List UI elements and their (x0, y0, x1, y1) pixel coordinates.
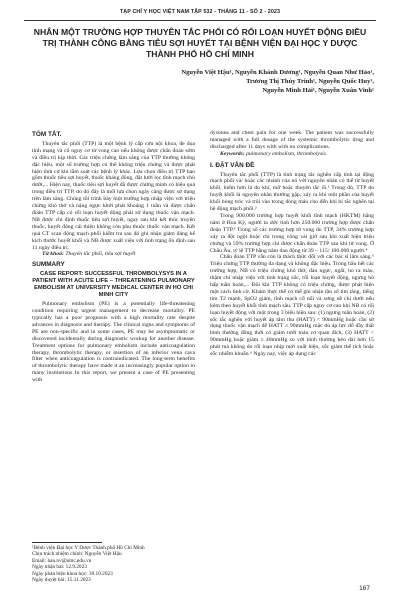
author-line: Nguyễn Việt Hậu¹, Nguyễn Khánh Dương¹, Nguyễn Quan Như Hảo¹, (181, 69, 374, 76)
intro-paragraph: Trong 900.000 trường hợp huyết khối tĩnh mạch (HKTM) hằng năm ở Hoa Kỳ, người ta ước tính hơn 250.000 trường hợp được chẩn đoán TTP.³ Trong số các trường hợp tử vong do TTP, 34% trường hợp xảy ra đột ngột hoặc chỉ trong vòng vài giờ sau khi xuất hiện triệu chứng và 59% trường hợp chỉ được chẩn đoán TTP sau khi tử vong. Ở Châu Âu, tỷ lệ TTP hằng năm dao động từ 39 – 115/ 100.000 người.⁴ (210, 212, 374, 254)
summary-continued: dysonea and chest pain for one week. The patient was successfully managed with a full dosage of the systemic thrombolytic drug and discharged after 11 days with with no complications. (210, 130, 374, 150)
intro-paragraph: Thuyên tắc phổi (TTP) là tình trạng tắc nghẽn cấp tính tại động mạch phổi và/ hoặc các nhánh của nó với nguyên nhân có thể từ huyết khối, hiếm hơn là do khí, mỡ hoặc thuyên tắc ối.¹ Trong đó, TTP do huyết khối là nguyên nhân thường gặp, xảy ra khi một phần của huyết khối bong tróc và trôi vào trong dòng máu cho đến khi bị tắc nghẽn tại hệ động mạch phổi.² (210, 171, 374, 213)
footnote-rule (32, 542, 102, 543)
vn-keywords-text: Thuyên tắc phổi, tiêu sợi huyết (65, 251, 136, 258)
right-column (210, 130, 374, 570)
affiliation: ¹Bệnh viện Đại học Y Dược Thành phố Hồ Chí Minh (32, 545, 145, 551)
vn-keywords (32, 251, 195, 258)
abstract-text: Thuyên tắc phổi (TTP) là một bệnh lý cấp cứu nội khoa, đe dọa tính mạng và có nguy cơ tử vong cao nếu không được chẩn đoán sớm và điều trị kịp thời. Các triệu chứng lâm sàng của TTP thường không đặc hiệu, một số trường hợp có thể không triệu chứng và được phát hiện tình cờ khi tầm soát các bệnh lý khác. Lựa chọn điều trị TTP bao gồm thuốc tiêu sợi huyết, thuốc kháng đông, đặt lưới lọc tĩnh mạch chủ dưới,... Hiện nay, thuốc tiêu sợi huyết đã được chứng minh có hiệu quả trong điều trị TTP, do đó đây là mối lựa chọn ngày càng được sử dụng trên lâm sàng. Chúng tôi trình bày một trường hợp nhập viện với triệu chứng khó thở và nặng ngực khởi phát khoảng 1 tuần và được chẩn đoán TTP cấp có rối loạn huyết động phải sử dụng thuốc vận mạch. NB được chỉ định thuốc tiêu sợi huyết, ngay sau khi kết thúc truyền thuốc, huyết động cải thiện không còn phụ thuộc thuốc vận mạch. Kết quả CT scan động mạch phổi kiểm tra sau đó ghi nhận giảm đáng kể kích thước huyết khối và NB được xuất viện với tình trạng ổn định sau 11 ngày điều trị. (32, 140, 195, 251)
en-keywords (210, 151, 374, 158)
author-line: Trương Thị Thúy Trinh¹, Nguyễn Quốc Huy¹, (246, 77, 374, 85)
page-number: 167 (359, 585, 370, 592)
author-line: Nguyễn Minh Hải¹, Nguyễn Xuân Vinh¹ (262, 86, 374, 94)
summary-title: CASE REPORT: SUCCESSFUL THROMBOLYSYS IN A PATIENT WITH ACUTE LIFE – THREATENING PULMONARY EMBOLISM AT UNIVERSITY MEDICAL CENTER IN HO CHI MINH CITY (32, 271, 195, 299)
vn-keywords-label: Từ khoá: (42, 251, 64, 258)
left-column (32, 130, 195, 538)
abstract-heading: TÓM TẮT. (32, 131, 62, 138)
article-title: NHÂN MỘT TRƯỜNG HỢP THUYÊN TẮC PHỔI CÓ RỐI LOẠN HUYẾT ĐỘNG ĐIỀU TRỊ THÀNH CÔNG BẰNG TIÊU SỢI HUYẾT TẠI BỆNH VIỆN ĐẠI HỌC Y DƯỢC THÀNH PHỐ HỒ CHÍ MINH (33, 27, 367, 60)
author-list (44, 69, 374, 95)
header-rule (24, 20, 376, 21)
journal-running-header: TẠP CHÍ Y HỌC VIỆT NAM TẬP 532 - THÁNG 11 - SỐ 2 - 2023 (119, 9, 281, 15)
en-keywords-label: Keywords: (220, 150, 245, 157)
corresponding-author: Chịu trách nhiệm chính: Nguyễn Việt Hậu (32, 551, 122, 558)
date-reviewed: Ngày phản biện khoa học: 30.10.2023 (32, 570, 113, 577)
date-received: Ngày nhận bài: 12.9.2023 (32, 564, 87, 571)
email[interactable]: Email: hau.nv@umc.edu.vn (32, 557, 92, 564)
intro-paragraph: Chẩn đoán TTP vẫn còn là thách thức đối với các bác sĩ lâm sàng.⁵ Triệu chứng TTP thường đa dạng và không đặc hiệu. Trong hầu hết các trường hợp, NB có triệu chứng khó thở, đau ngực, ngất, ho ra máu, thậm chí nhập viện với tình trạng sốc, rối loạn huyết động, ngưng hô hấp tuần hoàn,... Đôi khi TTP không có triệu chứng, được phát hiện một cách tình cờ. Khám thực thể có thể ghi nhận tần số tim tăng, tiếng tim T2 mạnh, SpO2 giảm, tĩnh mạch cổ nổi và sưng nề chi dưới nếu kèm theo huyết khối tĩnh mạch sâu. TTP cấp nguy cơ cao khi NB có rối loạn huyết động với một trong 3 biểu hiện sau: (1) ngưng tuần hoàn, (2) sốc tắc nghẽn với huyết áp tâm thu (HATT) < 90mmHg hoặc cần sử dụng thuốc vận mạch để HATT ≥ 90mmHg mặc dù áp lực đổ đầy thất bình thường đồng thời có giảm tưới máu cơ quan đích, (3) HATT < 90mmHg hoặc giảm ≥ 40mmHg so với bình thường kéo dài hơn 15 phút mà không do rối loạn nhịp mới xuất hiện, sốc giảm thể tích hoặc sốc nhiễm khuẩn.⁶ Ngày nay, việc áp dụng các (210, 254, 374, 358)
en-keywords-text: pulmonary embolism, thrombolysis (246, 150, 326, 157)
summary-text: Pulmonary embolism (PE) is a potentially life-threatening condition requiring urgent management to decrease mortality. PE typically has a poor prognosis with a high mortality rate despite advances in diagnosis and therapy. The clinical signs and symptoms of PE are non-specific and in some cases, PE may be asymptomatic or discovered incidentally during diagnostic workup for another disease. Treatment options for pulmonary embolism include anticoagulation therapy, thrombolytic therapy, or insertion of an inferior vena cava filter when anticoagulation is contraindicated. The long-term benefits of thrombolytic therapy have made it an increasingly popular option in many institutions In this report, we present a case of PE presenting with (32, 301, 195, 384)
date-accepted: Ngày duyệt bài: 15.11.2023 (32, 577, 91, 584)
summary-heading: SUMMARY (32, 261, 65, 269)
section-heading-introduction: I. ĐẶT VẤN ĐỀ (210, 161, 255, 169)
footnote-block (32, 545, 195, 583)
